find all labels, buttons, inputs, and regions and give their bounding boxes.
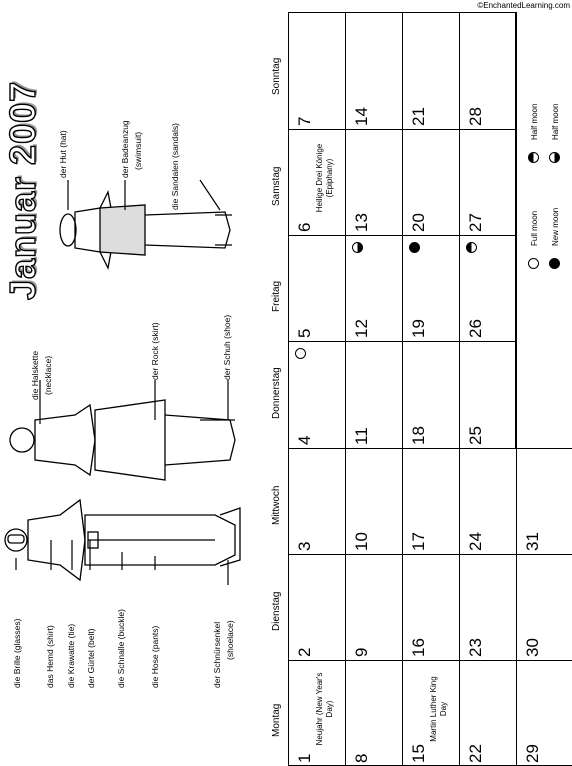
half-moon-icon — [528, 152, 539, 163]
weekday-4: Freitag — [271, 280, 282, 312]
day-number: 29 — [523, 744, 542, 763]
label-tie: die Krawatte (tie) — [66, 623, 76, 688]
day-number: 2 — [295, 647, 314, 657]
label-buckle: die Schnalle (buckle) — [116, 609, 126, 688]
label-swimsuit-line2: (swimsuit) — [133, 131, 143, 170]
day-number: 26 — [466, 319, 485, 338]
day-cell — [516, 660, 572, 766]
day-cell — [516, 554, 572, 660]
day-number: 3 — [295, 541, 314, 551]
label-necklace-line2: (necklace) — [43, 355, 53, 395]
label-shoelace-line2: (shoelace) — [225, 620, 235, 660]
label-hat: der Hut (hat) — [58, 130, 68, 178]
legend-half-moon-1: Half moon — [530, 103, 539, 140]
day-number: 5 — [295, 328, 314, 338]
day-number: 23 — [466, 638, 485, 657]
day-number: 4 — [295, 435, 314, 445]
label-sandals: die Sandalen (sandals) — [170, 123, 180, 210]
weekday-3: Donnerstag — [271, 366, 282, 419]
day-number: 1 — [295, 753, 314, 763]
day-number: 11 — [352, 427, 371, 445]
holiday-note: Heilige Drei Könige (Epiphany) — [315, 143, 334, 213]
day-number: 19 — [409, 319, 428, 338]
weekday-1: Dienstag — [271, 591, 282, 631]
day-number: 31 — [523, 532, 542, 551]
half-moon-icon — [549, 152, 560, 163]
day-number: 25 — [466, 426, 485, 445]
legend-new-moon: New moon — [551, 207, 560, 246]
credit: ©EnchantedLearning.com — [477, 1, 570, 10]
day-number: 16 — [409, 638, 428, 657]
calendar-grid — [288, 12, 570, 766]
holiday-note: Neujahr (New Year's Day) — [315, 672, 334, 746]
label-shoe: der Schuh (shoe) — [222, 314, 232, 380]
label-pants: die Hose (pants) — [150, 625, 160, 688]
legend-full-moon: Full moon — [530, 210, 539, 246]
day-cell — [516, 448, 572, 554]
weekday-5: Samstag — [271, 166, 282, 206]
weekday-2: Mittwoch — [271, 485, 282, 525]
day-number: 30 — [523, 638, 542, 657]
day-number: 8 — [352, 753, 371, 763]
day-number: 18 — [409, 426, 428, 445]
day-number: 20 — [409, 213, 428, 232]
day-number: 28 — [466, 107, 485, 126]
new-moon-icon — [549, 258, 560, 269]
full-moon-icon — [528, 258, 539, 269]
weekday-0: Montag — [271, 703, 282, 737]
label-shirt: das Hemd (shirt) — [45, 625, 55, 688]
label-swimsuit-line1: der Badeanzug — [120, 120, 130, 178]
day-number: 9 — [352, 647, 371, 657]
page-title: Januar 2007 — [2, 80, 43, 300]
day-number: 15 — [409, 744, 428, 763]
day-number: 17 — [409, 532, 428, 551]
day-number: 13 — [352, 213, 371, 232]
day-number: 22 — [466, 744, 485, 763]
woman-figure — [10, 400, 235, 480]
day-number: 12 — [352, 319, 371, 338]
label-shoelace-line1: der Schnürsenkel — [212, 621, 222, 688]
grid-border — [288, 12, 517, 754]
day-number: 7 — [295, 116, 314, 126]
label-skirt: der Rock (skirt) — [150, 322, 160, 380]
label-necklace-line1: die Halskette — [30, 350, 40, 400]
day-number: 27 — [466, 213, 485, 232]
girl-figure — [60, 192, 232, 268]
weekday-6: Sonntag — [271, 57, 282, 95]
label-glasses: die Brille (glasses) — [12, 618, 22, 688]
day-number: 10 — [352, 532, 371, 551]
day-number: 21 — [409, 107, 428, 126]
day-number: 14 — [352, 107, 371, 126]
legend-half-moon-2: Half moon — [551, 103, 560, 140]
holiday-note: Martin Luther King Day — [429, 676, 448, 742]
day-number: 24 — [466, 532, 485, 551]
label-belt: der Gürtel (belt) — [86, 628, 96, 688]
day-number: 6 — [295, 222, 314, 232]
